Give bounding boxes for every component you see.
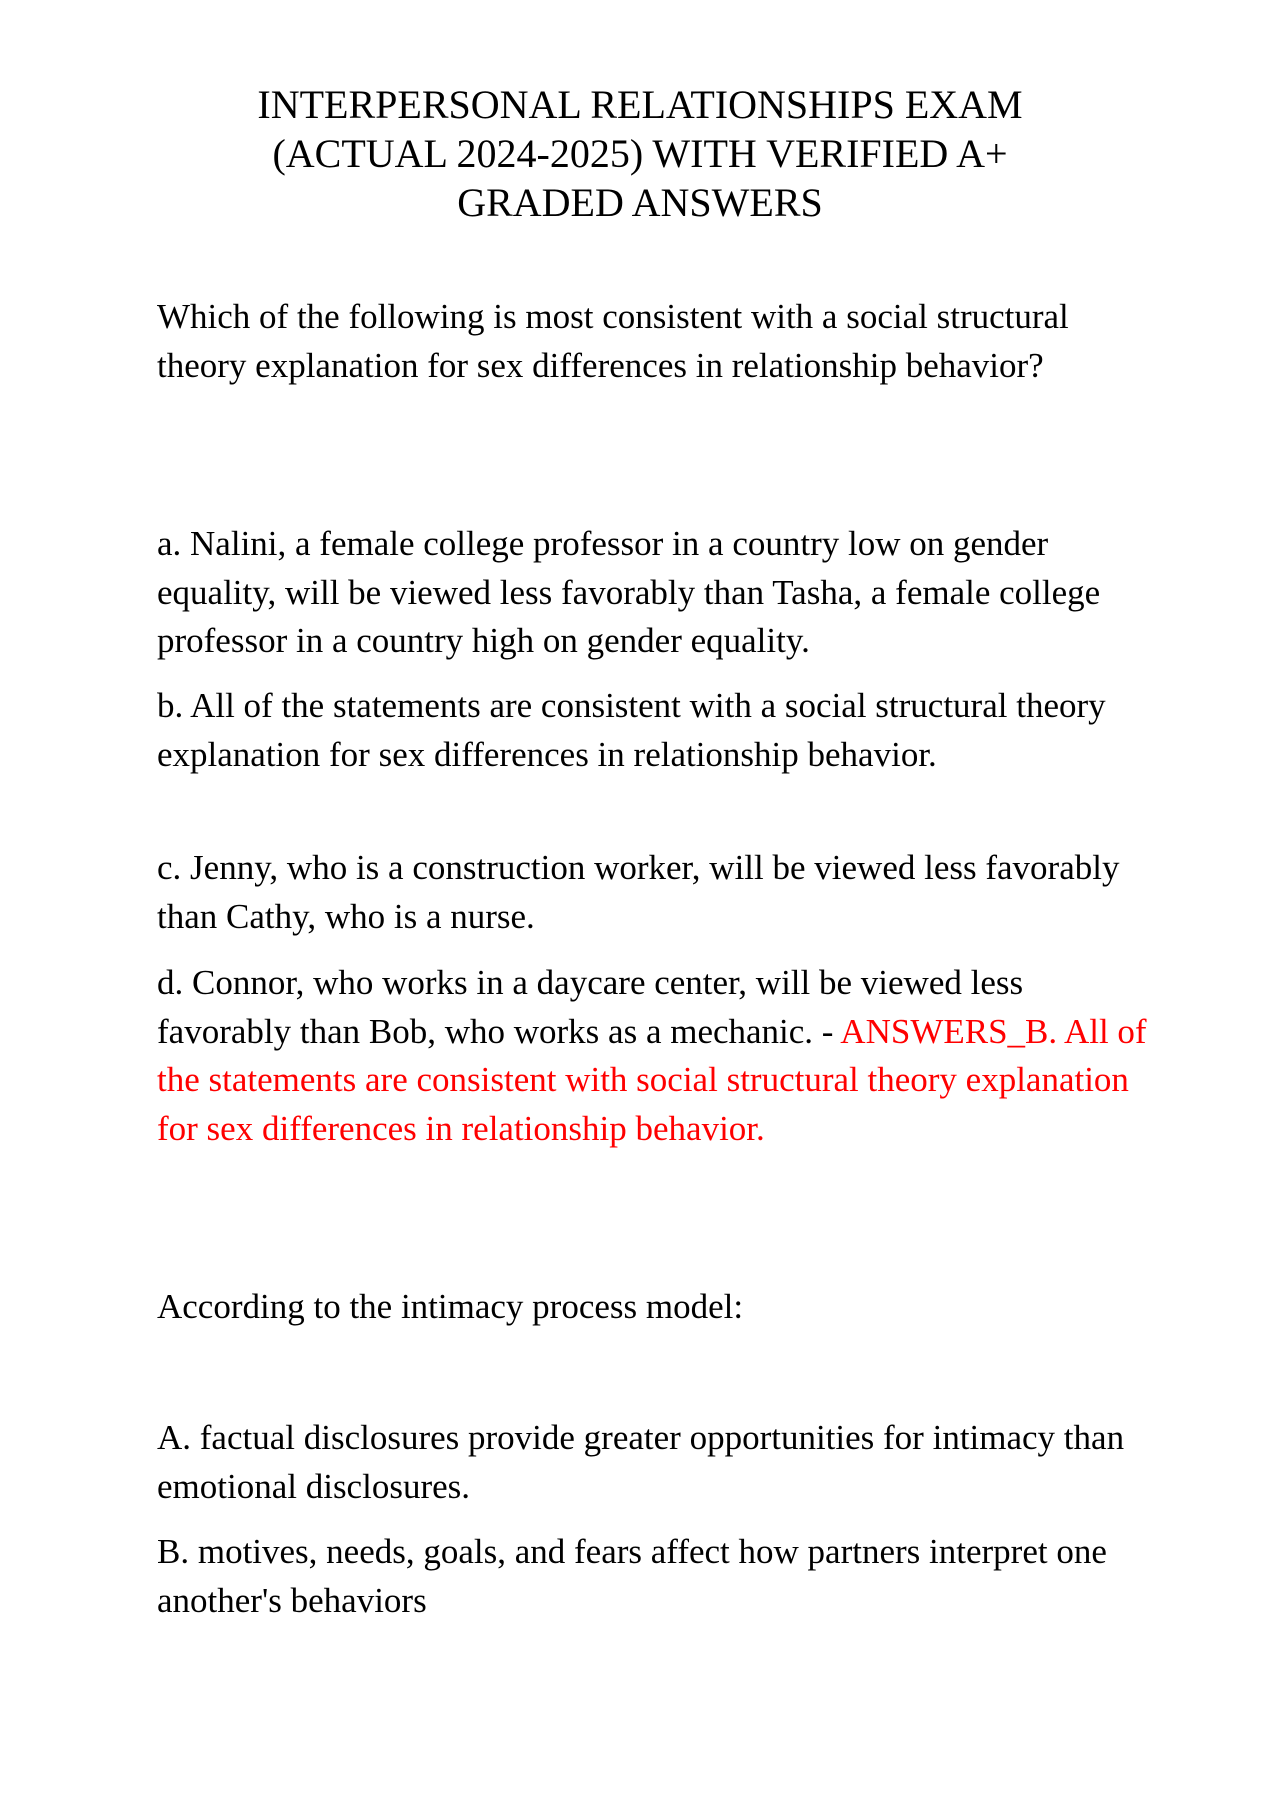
- question-1-option-d-with-answer: [157, 959, 1147, 1153]
- title-line-1: INTERPERSONAL RELATIONSHIPS EXAM: [257, 82, 1023, 127]
- question-1-option-c: c. Jenny, who is a construction worker, will be viewed less favorably than Cathy, who is a nurse.: [157, 848, 1120, 936]
- question-2-option-b: B. motives, needs, goals, and fears affect how partners interpret one another's behaviors: [157, 1532, 1107, 1620]
- question-1-option-d: d. Connor, who works in a daycare center, will be viewed less favorably than Bob, who works as a mechanic. -: [157, 963, 1024, 1051]
- title-line-2: (ACTUAL 2024-2025) WITH VERIFIED A+: [272, 131, 1008, 176]
- question-1-prompt: Which of the following is most consistent with a social structural theory explanation for sex differences in relationship behavior?: [157, 297, 1069, 385]
- question-2-prompt: According to the intimacy process model:: [157, 1287, 744, 1326]
- question-1-answer: ANSWERS_B. All of the statements are consistent with social structural theory explanation for sex differences in relationship behavior.: [157, 1011, 1147, 1148]
- document-title: [150, 80, 1130, 227]
- question-1-option-b: b. All of the statements are consistent with a social structural theory explanation for sex differences in relationship behavior.: [157, 686, 1106, 774]
- question-2-option-a: A. factual disclosures provide greater opportunities for intimacy than emotional disclosures.: [157, 1418, 1125, 1506]
- title-line-3: GRADED ANSWERS: [457, 180, 823, 225]
- question-1-option-a: a. Nalini, a female college professor in a country low on gender equality, will be viewed less favorably than Tasha, a female college professor in a country high on gender equality.: [157, 524, 1101, 660]
